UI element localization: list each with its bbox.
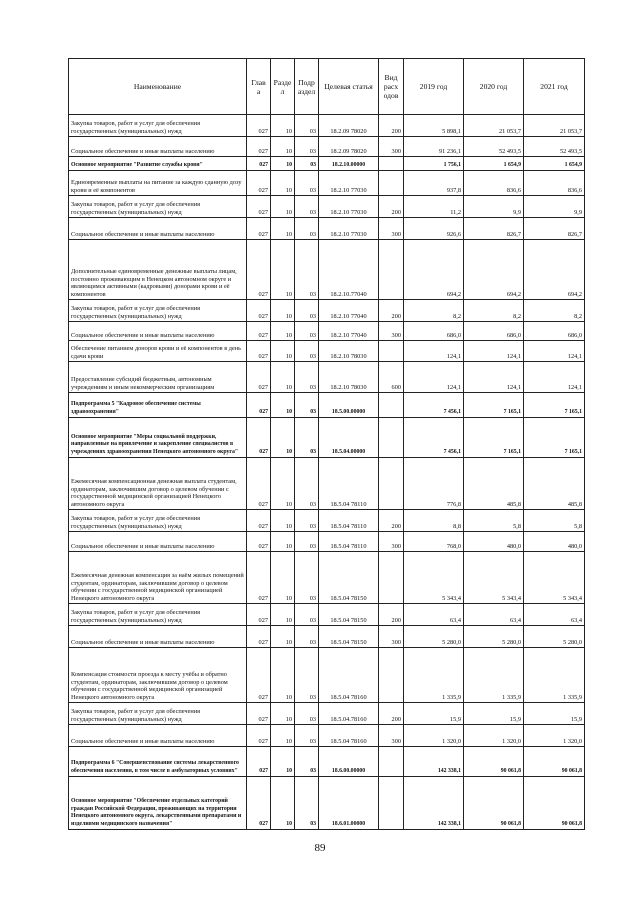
cell-podrazdel: 03 (295, 626, 319, 648)
cell-razdel: 10 (271, 218, 295, 240)
cell-podrazdel: 03 (295, 777, 319, 830)
cell-expense-type: 200 (379, 300, 404, 322)
cell-podrazdel: 03 (295, 137, 319, 157)
cell-razdel: 10 (271, 747, 295, 777)
cell-target: 18.2.10 78030 (319, 341, 379, 362)
page-number: 89 (314, 842, 326, 854)
cell-expense-type: 200 (379, 196, 404, 218)
table-row (69, 115, 585, 137)
cell-2021: 480,0 (524, 532, 585, 552)
cell-2020: 826,7 (464, 218, 524, 240)
cell-expense-type (379, 418, 404, 458)
cell-podrazdel: 03 (295, 300, 319, 322)
cell-expense-type: 200 (379, 510, 404, 532)
cell-2021: 9,9 (524, 196, 585, 218)
cell-razdel: 10 (271, 115, 295, 137)
cell-glava: 027 (247, 626, 271, 648)
table-row (69, 777, 585, 830)
cell-name: Основное мероприятие "Обеспечение отдельных категорий граждан Российской Федерации, проживающих на территории Ненецкого автономного округа, лекарственными препаратами и изделиями медицинского назначения" (69, 777, 247, 830)
cell-razdel: 10 (271, 626, 295, 648)
cell-name: Подпрограмма 5 "Кадровое обеспечение системы здравоохранения" (69, 393, 247, 418)
cell-expense-type: 200 (379, 703, 404, 725)
cell-podrazdel: 03 (295, 703, 319, 725)
cell-2019: 5 343,4 (404, 552, 464, 604)
cell-2021: 5 280,0 (524, 626, 585, 648)
table-row (69, 626, 585, 648)
cell-2020: 7 165,1 (464, 393, 524, 418)
cell-podrazdel: 03 (295, 240, 319, 300)
cell-2020: 485,8 (464, 458, 524, 510)
cell-name: Предоставление субсидий бюджетным, автономным учреждениям и иным некоммерческим организациям (69, 362, 247, 393)
cell-target: 18.5.04 78160 (319, 725, 379, 747)
cell-name: Социальное обеспечение и иные выплаты населению (69, 218, 247, 240)
cell-2021: 124,1 (524, 362, 585, 393)
table-row (69, 157, 585, 171)
cell-expense-type: 300 (379, 725, 404, 747)
cell-razdel: 10 (271, 458, 295, 510)
cell-razdel: 10 (271, 777, 295, 830)
table-row (69, 747, 585, 777)
header-glava: Глав а (247, 59, 271, 115)
table-row (69, 362, 585, 393)
cell-2019: 8,8 (404, 510, 464, 532)
table-row (69, 648, 585, 703)
header-2021: 2021 год (524, 59, 585, 115)
cell-target: 18.5.00.00000 (319, 393, 379, 418)
cell-2019: 63,4 (404, 604, 464, 626)
cell-name: Социальное обеспечение и иные выплаты населению (69, 725, 247, 747)
cell-razdel: 10 (271, 552, 295, 604)
cell-glava: 027 (247, 777, 271, 830)
table-row (69, 532, 585, 552)
cell-2019: 1 756,1 (404, 157, 464, 171)
cell-name: Обеспечение питанием доноров крови и её компонентов в день сдачи крови (69, 341, 247, 362)
table-row (69, 218, 585, 240)
cell-expense-type: 200 (379, 115, 404, 137)
table-row (69, 196, 585, 218)
cell-target: 18.2.10 77030 (319, 218, 379, 240)
cell-name: Закупка товаров, работ и услуг для обеспечения государственных (муниципальных) нужд (69, 703, 247, 725)
cell-2019: 937,8 (404, 171, 464, 196)
cell-2021: 124,1 (524, 341, 585, 362)
cell-2020: 90 061,8 (464, 747, 524, 777)
cell-2019: 142 338,1 (404, 747, 464, 777)
cell-razdel: 10 (271, 171, 295, 196)
cell-target: 18.5.04 78150 (319, 552, 379, 604)
cell-target: 18.2.10 77030 (319, 171, 379, 196)
header-name: Наименование (69, 59, 247, 115)
cell-2019: 5 280,0 (404, 626, 464, 648)
cell-razdel: 10 (271, 157, 295, 171)
cell-glava: 027 (247, 218, 271, 240)
cell-razdel: 10 (271, 510, 295, 532)
cell-expense-type (379, 777, 404, 830)
cell-glava: 027 (247, 393, 271, 418)
cell-2021: 1 320,0 (524, 725, 585, 747)
cell-glava: 027 (247, 137, 271, 157)
cell-2020: 15,9 (464, 703, 524, 725)
cell-2021: 90 061,8 (524, 777, 585, 830)
cell-2019: 1 320,0 (404, 725, 464, 747)
cell-2019: 124,1 (404, 362, 464, 393)
header-expense-type: Вид расх одов (379, 59, 404, 115)
cell-podrazdel: 03 (295, 747, 319, 777)
cell-expense-type: 300 (379, 137, 404, 157)
cell-glava: 027 (247, 510, 271, 532)
table-row (69, 604, 585, 626)
cell-podrazdel: 03 (295, 648, 319, 703)
cell-2019: 124,1 (404, 341, 464, 362)
cell-target: 18.5.04 78150 (319, 626, 379, 648)
cell-podrazdel: 03 (295, 552, 319, 604)
cell-podrazdel: 03 (295, 196, 319, 218)
cell-2020: 694,2 (464, 240, 524, 300)
cell-glava: 027 (247, 418, 271, 458)
cell-2021: 21 053,7 (524, 115, 585, 137)
cell-2019: 15,9 (404, 703, 464, 725)
cell-podrazdel: 03 (295, 532, 319, 552)
cell-2019: 7 456,1 (404, 393, 464, 418)
cell-target: 18.2.10 77040 (319, 300, 379, 322)
table-row (69, 510, 585, 532)
document-page (68, 58, 584, 830)
cell-name: Ежемесячная денежная компенсация за наём жилых помещений студентам, ординаторам, заключившим договор о целевом обучении с государственной медицинской организацией Ненецкого автономного округа (69, 552, 247, 604)
cell-2020: 90 061,8 (464, 777, 524, 830)
cell-podrazdel: 03 (295, 157, 319, 171)
cell-expense-type (379, 240, 404, 300)
cell-2021: 8,2 (524, 300, 585, 322)
cell-name: Закупка товаров, работ и услуг для обеспечения государственных (муниципальных) нужд (69, 196, 247, 218)
table-row (69, 171, 585, 196)
cell-podrazdel: 03 (295, 362, 319, 393)
cell-target: 18.5.04 78150 (319, 604, 379, 626)
cell-razdel: 10 (271, 703, 295, 725)
cell-podrazdel: 03 (295, 725, 319, 747)
cell-glava: 027 (247, 604, 271, 626)
cell-expense-type (379, 458, 404, 510)
table-row (69, 418, 585, 458)
cell-target: 18.2.10 77030 (319, 196, 379, 218)
cell-name: Социальное обеспечение и иные выплаты населению (69, 322, 247, 341)
cell-2021: 15,9 (524, 703, 585, 725)
cell-2020: 63,4 (464, 604, 524, 626)
cell-2020: 5 280,0 (464, 626, 524, 648)
cell-glava: 027 (247, 157, 271, 171)
cell-glava: 027 (247, 362, 271, 393)
cell-2020: 836,6 (464, 171, 524, 196)
header-target: Целевая статья (319, 59, 379, 115)
cell-name: Закупка товаров, работ и услуг для обеспечения государственных (муниципальных) нужд (69, 300, 247, 322)
cell-razdel: 10 (271, 604, 295, 626)
cell-2021: 1 335,9 (524, 648, 585, 703)
cell-2019: 142 338,1 (404, 777, 464, 830)
cell-name: Закупка товаров, работ и услуг для обеспечения государственных (муниципальных) нужд (69, 510, 247, 532)
cell-glava: 027 (247, 703, 271, 725)
cell-expense-type: 300 (379, 626, 404, 648)
cell-razdel: 10 (271, 300, 295, 322)
cell-podrazdel: 03 (295, 510, 319, 532)
cell-name: Дополнительные единовременные денежные выплаты лицам, постоянно проживающим в Ненецком автономном округе и являющимся активными (кадровыми) донорами крови и её компонентов (69, 240, 247, 300)
cell-target: 18.2.10.00000 (319, 157, 379, 171)
cell-name: Основное мероприятие "Меры социальной поддержки, направленные на привлечение и закрепление специалистов в учреждениях здравоохранения Ненецкого автономного округа" (69, 418, 247, 458)
table-row (69, 725, 585, 747)
cell-2021: 1 654,9 (524, 157, 585, 171)
cell-name: Ежемесячная компенсационная денежная выплата студентам, ординаторам, заключившим договор о целевом обучении с государственной медицинской организацией Ненецкого автономного округа (69, 458, 247, 510)
table-row (69, 552, 585, 604)
cell-razdel: 10 (271, 393, 295, 418)
cell-name: Основное мероприятие "Развитие службы крови" (69, 157, 247, 171)
cell-2021: 836,6 (524, 171, 585, 196)
cell-podrazdel: 03 (295, 171, 319, 196)
cell-2021: 90 061,8 (524, 747, 585, 777)
cell-razdel: 10 (271, 341, 295, 362)
table-row (69, 393, 585, 418)
cell-name: Социальное обеспечение и иные выплаты населению (69, 626, 247, 648)
cell-target: 18.5.04 78110 (319, 510, 379, 532)
cell-2020: 124,1 (464, 362, 524, 393)
cell-2020: 124,1 (464, 341, 524, 362)
cell-target: 18.2.10 78030 (319, 362, 379, 393)
table-row (69, 322, 585, 341)
cell-name: Социальное обеспечение и иные выплаты населению (69, 532, 247, 552)
cell-2020: 5 343,4 (464, 552, 524, 604)
cell-name: Закупка товаров, работ и услуг для обеспечения государственных (муниципальных) нужд (69, 604, 247, 626)
cell-glava: 027 (247, 240, 271, 300)
cell-podrazdel: 03 (295, 115, 319, 137)
table-row (69, 458, 585, 510)
header-razdel: Разде л (271, 59, 295, 115)
header-2020: 2020 год (464, 59, 524, 115)
cell-expense-type: 300 (379, 532, 404, 552)
cell-target: 18.5.04 78110 (319, 458, 379, 510)
cell-2019: 11,2 (404, 196, 464, 218)
header-2019: 2019 год (404, 59, 464, 115)
cell-2020: 21 053,7 (464, 115, 524, 137)
cell-2020: 480,0 (464, 532, 524, 552)
cell-glava: 027 (247, 747, 271, 777)
table-body (69, 115, 585, 830)
table-row (69, 300, 585, 322)
cell-2019: 686,0 (404, 322, 464, 341)
cell-expense-type: 300 (379, 322, 404, 341)
cell-2019: 7 456,1 (404, 418, 464, 458)
table-row (69, 341, 585, 362)
cell-podrazdel: 03 (295, 604, 319, 626)
cell-2019: 776,8 (404, 458, 464, 510)
cell-expense-type (379, 341, 404, 362)
cell-2021: 694,2 (524, 240, 585, 300)
cell-razdel: 10 (271, 725, 295, 747)
cell-2020: 1 335,9 (464, 648, 524, 703)
cell-name: Компенсация стоимости проезда к месту учёбы и обратно студентам, ординаторам, заключившим договор о целевом обучении с государственной медицинской организацией Ненецкого автономного округа (69, 648, 247, 703)
budget-table (68, 58, 585, 830)
cell-glava: 027 (247, 171, 271, 196)
cell-name: Подпрограмма 6 "Совершенствование системы лекарственного обеспечения населения, в том числе в амбулаторных условиях" (69, 747, 247, 777)
cell-razdel: 10 (271, 240, 295, 300)
cell-2019: 1 335,9 (404, 648, 464, 703)
cell-podrazdel: 03 (295, 341, 319, 362)
cell-2021: 686,0 (524, 322, 585, 341)
cell-2019: 694,2 (404, 240, 464, 300)
cell-2020: 8,2 (464, 300, 524, 322)
cell-razdel: 10 (271, 322, 295, 341)
cell-glava: 027 (247, 458, 271, 510)
cell-expense-type (379, 393, 404, 418)
cell-target: 18.2.09 78020 (319, 137, 379, 157)
cell-name: Социальное обеспечение и иные выплаты населению (69, 137, 247, 157)
cell-target: 18.2.10.77040 (319, 240, 379, 300)
cell-glava: 027 (247, 552, 271, 604)
cell-expense-type (379, 171, 404, 196)
cell-2019: 8,2 (404, 300, 464, 322)
table-row (69, 137, 585, 157)
cell-2019: 926,6 (404, 218, 464, 240)
cell-glava: 027 (247, 300, 271, 322)
cell-expense-type (379, 157, 404, 171)
cell-target: 18.5.04.78160 (319, 703, 379, 725)
cell-2019: 768,0 (404, 532, 464, 552)
cell-razdel: 10 (271, 196, 295, 218)
cell-2020: 686,0 (464, 322, 524, 341)
cell-expense-type: 300 (379, 218, 404, 240)
cell-2020: 5,8 (464, 510, 524, 532)
cell-expense-type: 200 (379, 604, 404, 626)
cell-2020: 7 165,1 (464, 418, 524, 458)
cell-glava: 027 (247, 115, 271, 137)
cell-expense-type (379, 747, 404, 777)
cell-2021: 826,7 (524, 218, 585, 240)
cell-razdel: 10 (271, 418, 295, 458)
cell-razdel: 10 (271, 362, 295, 393)
cell-target: 18.2.09 78020 (319, 115, 379, 137)
cell-2020: 9,9 (464, 196, 524, 218)
cell-name: Закупка товаров, работ и услуг для обеспечения государственных (муниципальных) нужд (69, 115, 247, 137)
cell-2021: 7 165,1 (524, 393, 585, 418)
cell-glava: 027 (247, 196, 271, 218)
cell-glava: 027 (247, 322, 271, 341)
cell-target: 18.6.00.00000 (319, 747, 379, 777)
cell-target: 18.5.04 78110 (319, 532, 379, 552)
cell-glava: 027 (247, 532, 271, 552)
cell-target: 18.5.04.00000 (319, 418, 379, 458)
cell-2021: 63,4 (524, 604, 585, 626)
header-podrazdel: Подр аздел (295, 59, 319, 115)
cell-glava: 027 (247, 648, 271, 703)
cell-expense-type (379, 648, 404, 703)
cell-target: 18.2.10 77040 (319, 322, 379, 341)
cell-podrazdel: 03 (295, 322, 319, 341)
cell-podrazdel: 03 (295, 218, 319, 240)
cell-2021: 52 493,5 (524, 137, 585, 157)
cell-podrazdel: 03 (295, 393, 319, 418)
cell-glava: 027 (247, 341, 271, 362)
cell-2019: 91 236,1 (404, 137, 464, 157)
table-row (69, 240, 585, 300)
cell-razdel: 10 (271, 532, 295, 552)
cell-expense-type: 600 (379, 362, 404, 393)
cell-2021: 485,8 (524, 458, 585, 510)
header-row (69, 59, 585, 115)
cell-2019: 5 898,1 (404, 115, 464, 137)
cell-target: 18.6.01.00000 (319, 777, 379, 830)
cell-2020: 1 320,0 (464, 725, 524, 747)
cell-2021: 5 343,4 (524, 552, 585, 604)
cell-razdel: 10 (271, 137, 295, 157)
cell-2021: 5,8 (524, 510, 585, 532)
cell-name: Единовременные выплаты на питание за каждую сданную дозу крови и её компонентов (69, 171, 247, 196)
cell-2021: 7 165,1 (524, 418, 585, 458)
cell-2020: 52 493,5 (464, 137, 524, 157)
cell-razdel: 10 (271, 648, 295, 703)
cell-podrazdel: 03 (295, 418, 319, 458)
cell-podrazdel: 03 (295, 458, 319, 510)
table-row (69, 703, 585, 725)
cell-glava: 027 (247, 725, 271, 747)
cell-target: 18.5.04 78160 (319, 648, 379, 703)
cell-2020: 1 654,9 (464, 157, 524, 171)
cell-expense-type (379, 552, 404, 604)
